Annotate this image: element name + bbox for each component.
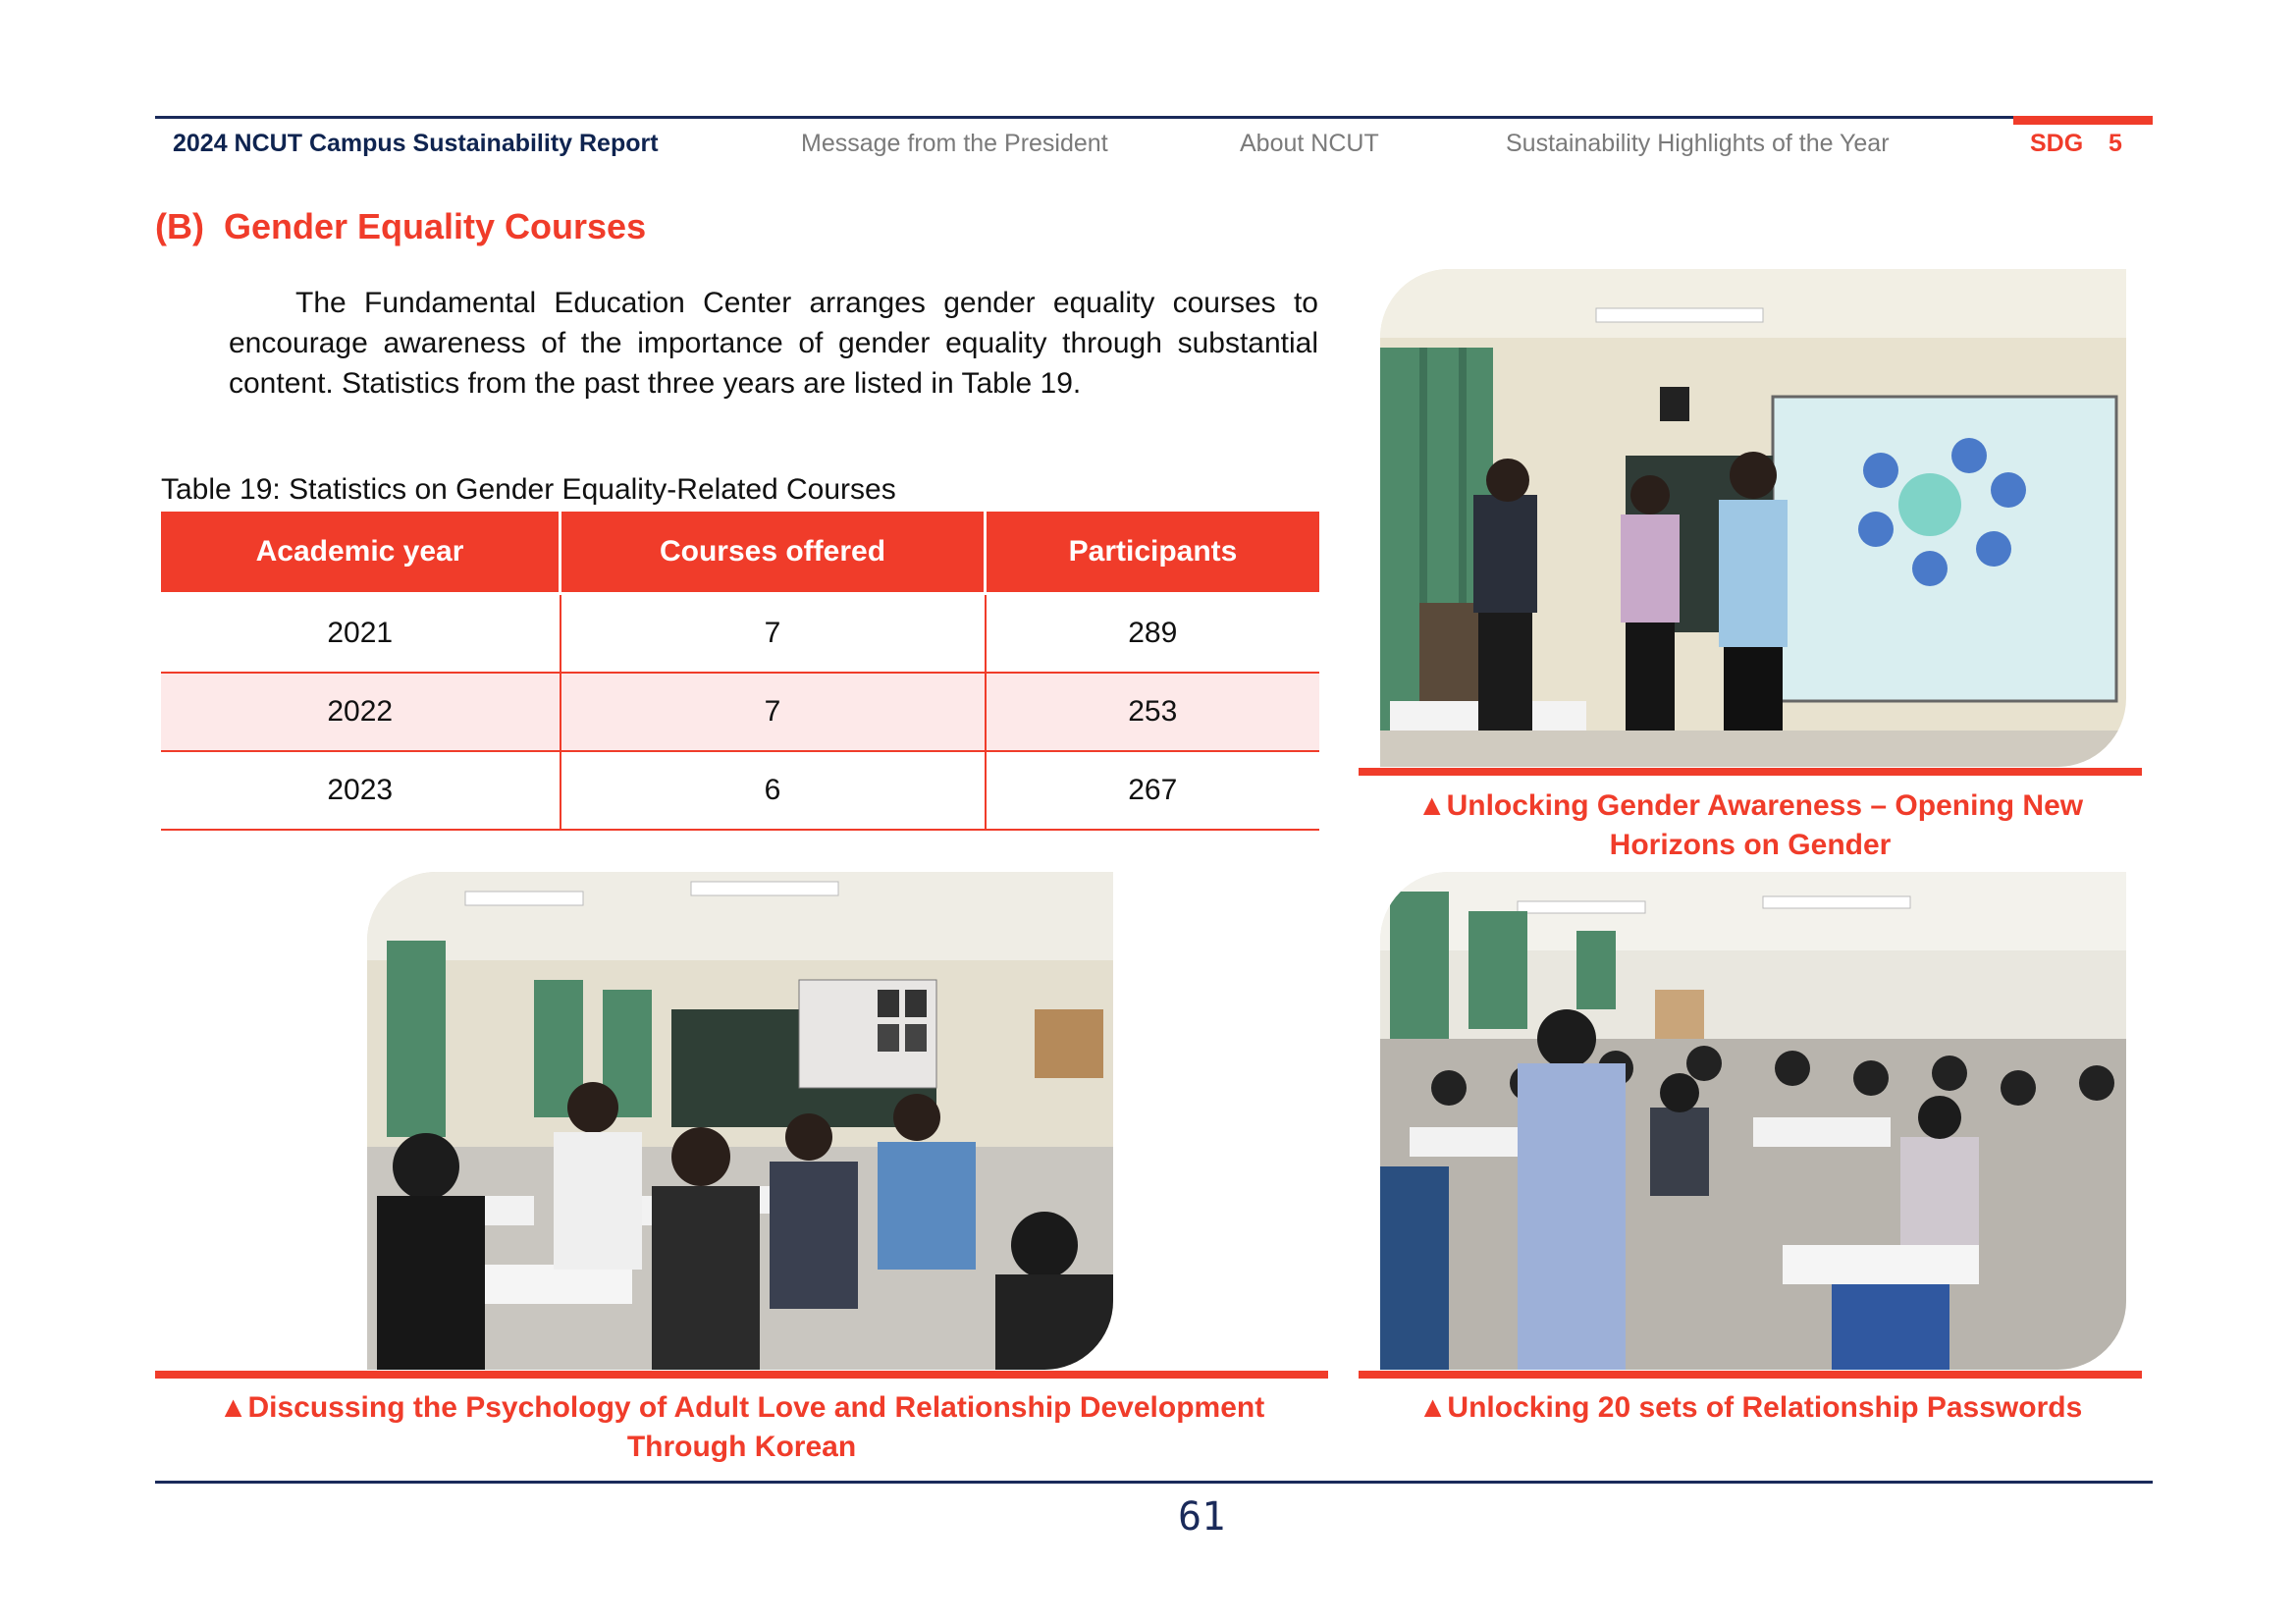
sdg-label[interactable]: SDG <box>2030 130 2084 157</box>
photo-adult-love-lecture <box>367 872 1113 1370</box>
cell-courses: 7 <box>561 594 986 674</box>
page-number: 61 <box>1178 1494 1226 1540</box>
table-row <box>161 751 1319 830</box>
cell-participants: 267 <box>986 751 1320 830</box>
header-accent-bar <box>2013 116 2153 125</box>
sdg-number[interactable]: 5 <box>2109 130 2122 157</box>
nav-message-from-president[interactable]: Message from the President <box>801 130 1108 157</box>
caption-bar <box>1359 768 2142 776</box>
section-title <box>155 206 646 247</box>
table-caption: Table 19: Statistics on Gender Equality-Related Courses <box>161 473 896 506</box>
header-academic-year: Academic year <box>161 512 561 594</box>
section-marker: (B) <box>155 206 204 246</box>
table-row <box>161 594 1319 674</box>
cell-courses: 6 <box>561 751 986 830</box>
section-title-text: Gender Equality Courses <box>223 206 647 246</box>
table-header-row <box>161 512 1319 594</box>
header-courses-offered: Courses offered <box>561 512 986 594</box>
caption-relationship-passwords: ▲Unlocking 20 sets of Relationship Passwords <box>1417 1391 2083 1424</box>
nav-about-ncut[interactable]: About NCUT <box>1240 130 1379 157</box>
table-row <box>161 673 1319 751</box>
photo-gender-awareness <box>1380 269 2126 767</box>
nav-sustainability-highlights[interactable]: Sustainability Highlights of the Year <box>1506 130 1890 157</box>
cell-participants: 289 <box>986 594 1320 674</box>
report-title: 2024 NCUT Campus Sustainability Report <box>173 130 659 157</box>
intro-paragraph: The Fundamental Education Center arranges gender equality courses to encourage awareness of the importance of gender equality through substantial content. Statistics from the past three years are listed in Table 19. <box>229 287 1318 400</box>
caption-adult-love-lecture: ▲Discussing the Psychology of Adult Love and Relationship Development Through Korean <box>218 1391 1265 1463</box>
cell-year: 2022 <box>161 673 561 751</box>
cell-courses: 7 <box>561 673 986 751</box>
footer-rule <box>155 1481 2153 1484</box>
cell-year: 2023 <box>161 751 561 830</box>
caption-bar <box>155 1371 1328 1379</box>
cell-participants: 253 <box>986 673 1320 751</box>
gender-courses-table <box>161 512 1319 831</box>
caption-gender-awareness: ▲Unlocking Gender Awareness – Opening New Horizons on Gender <box>1416 789 2084 861</box>
photo-relationship-passwords <box>1380 872 2126 1370</box>
caption-bar <box>1359 1371 2142 1379</box>
header-rule <box>155 116 2153 119</box>
header-participants: Participants <box>986 512 1320 594</box>
cell-year: 2021 <box>161 594 561 674</box>
